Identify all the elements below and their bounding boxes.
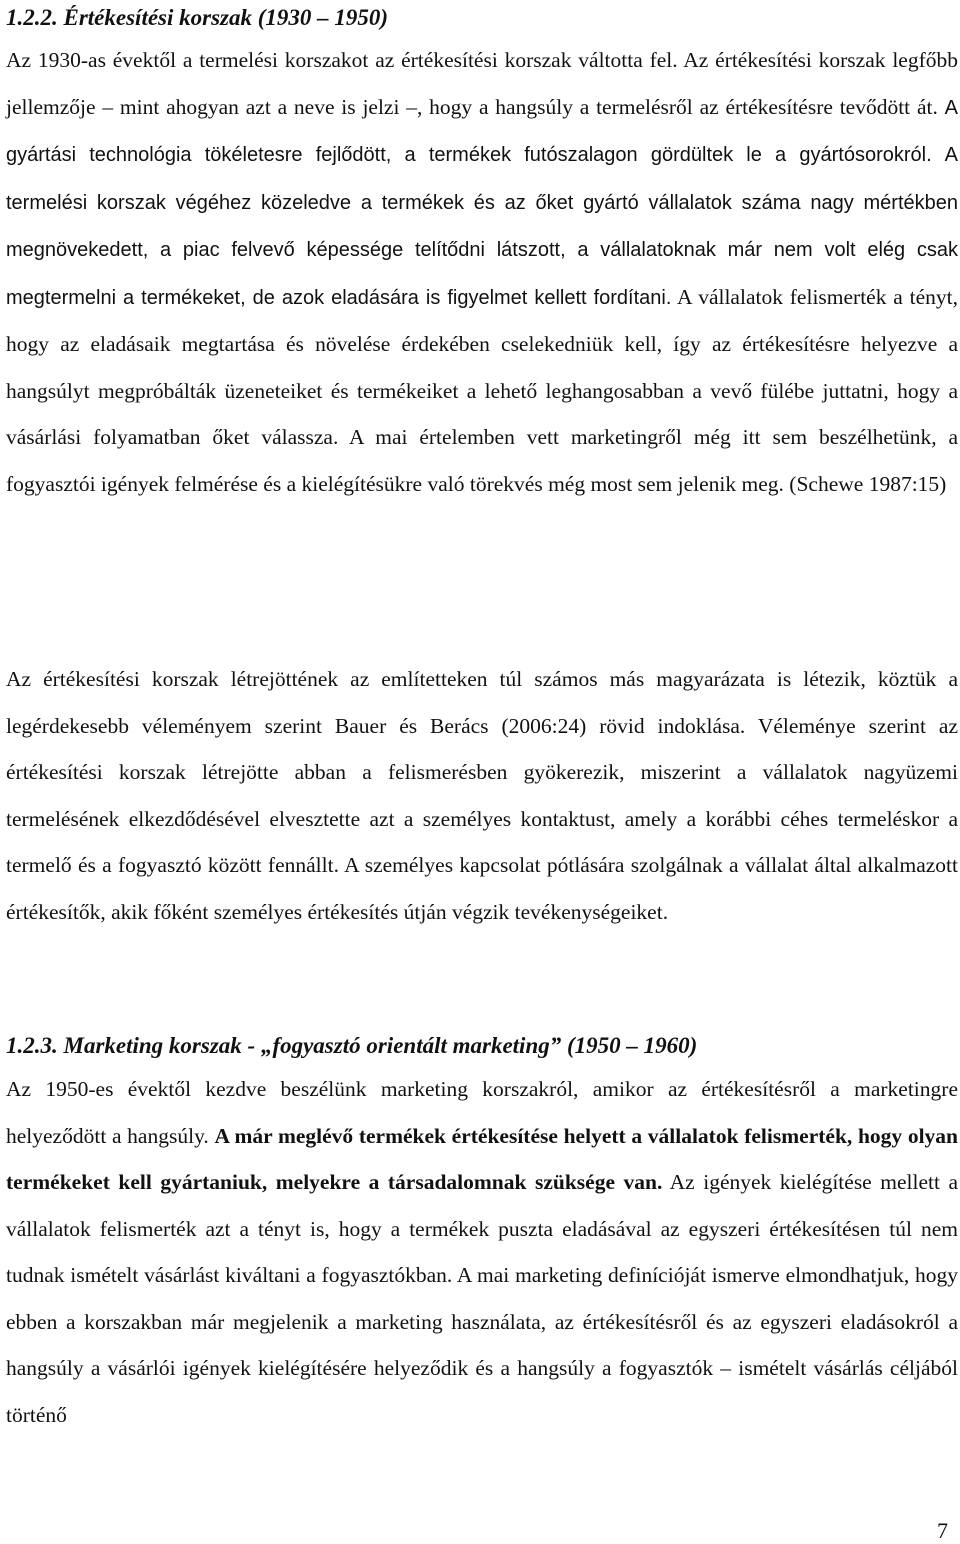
paragraph-sales-era — [6, 37, 958, 507]
paragraph-marketing-era-bold-statement: A már meglévő termékek értékesítése helyett a vállalatok felismerték, hogy olyan termékeket kell gyártaniuk, melyekre a társadalomnak szüksége van. — [6, 1123, 958, 1194]
paragraph-sales-era-sentence-3: A termelési korszak végéhez közeledve a termékek és az őket gyártó vállalatok száma nagy mértékben megnövekedett, a piac felvevő képessége telítődni látszott, a vállalatoknak már nem volt elég csak megtermelni a termékeket, de azok eladására is figyelmet kellett fordítani. — [6, 144, 959, 309]
paragraph-sales-era-sentence-2: A gyártási technológia tökéletesre fejlődött, a termékek futószalagon gördültek le a gyártósorokról. — [6, 96, 958, 166]
paragraph-sales-era-sentence-1: Az 1930-as évektől a termelési korszakot az értékesítési korszak váltotta fel. Az értékesítési korszak legfőbb jellemzője – mint ahogyan azt a neve is jelzi –, hogy a hangsúly a termelésről az értékesítésre tevődött át. — [6, 48, 958, 119]
page-number: 7 — [937, 1518, 948, 1543]
paragraph-marketing-era-sentence-1: Az 1950-es évektől kezdve beszélünk marketing korszakról, amikor az értékesítésről a marketingre helyeződött a hangsúly. — [6, 1077, 958, 1148]
paragraph-marketing-era — [6, 1066, 958, 1438]
section-heading-1-2-3: 1.2.3. Marketing korszak - „fogyasztó orientált marketing” (1950 – 1960) — [6, 1033, 698, 1058]
paragraph-sales-era-explanation: Az értékesítési korszak létrejöttének az említetteken túl számos más magyarázata is létezik, köztük a legérdekesebb véleményem szerint Bauer és Berács (2006:24) rövid indoklása. Véleménye szerint az értékesítési korszak létrejötte abban a felismerésben gyökerezik, miszerint a vállalatok nagyüzemi termelésének elkezdődésével elvesztette azt a személyes kontaktust, amely a korábbi céhes termeléskor a termelő és a fogyasztó között fennállt. A személyes kapcsolat pótlására szolgálnak a vállalat által alkalmazott értékesítők, akik főként személyes értékesítés útján végzik tevékenységeiket. — [6, 667, 958, 924]
paragraph-marketing-era-sentence-3: Az igények kielégítése mellett a vállalatok felismerték azt a tényt is, hogy a termékek puszta eladásával az egyszeri értékesítésen túl nem tudnak ismételt vásárlást kiváltani a fogyasztókban. A mai marketing definícióját ismerve elmondhatjuk, hogy ebben a korszakban már megjelenik a marketing használata, az értékesítésről és az egyszeri eladásokról a hangsúly a vásárlói igények kielégítésére helyeződik és a hangsúly a fogyasztók – ismételt vásárlás céljából történő — [6, 1170, 958, 1427]
section-heading-1-2-2: 1.2.2. Értékesítési korszak (1930 – 1950) — [6, 5, 389, 30]
paragraph-sales-era-sentence-4: A vállalatok felismerték a tényt, hogy az eladásaik megtartása és növelése érdekében cselekedniük kell, így az értékesítésre helyezve a hangsúlyt megpróbálták üzeneteiket és termékeiket a lehető leghangosabban a vevő fülébe juttatni, hogy a vásárlási folyamatban őket válassza. A mai értelemben vett marketingről még itt sem beszélhetünk, a fogyasztói igények felmérése és a kielégítésükre való törekvés még most sem jelenik meg. (Schewe 1987:15) — [6, 284, 958, 496]
